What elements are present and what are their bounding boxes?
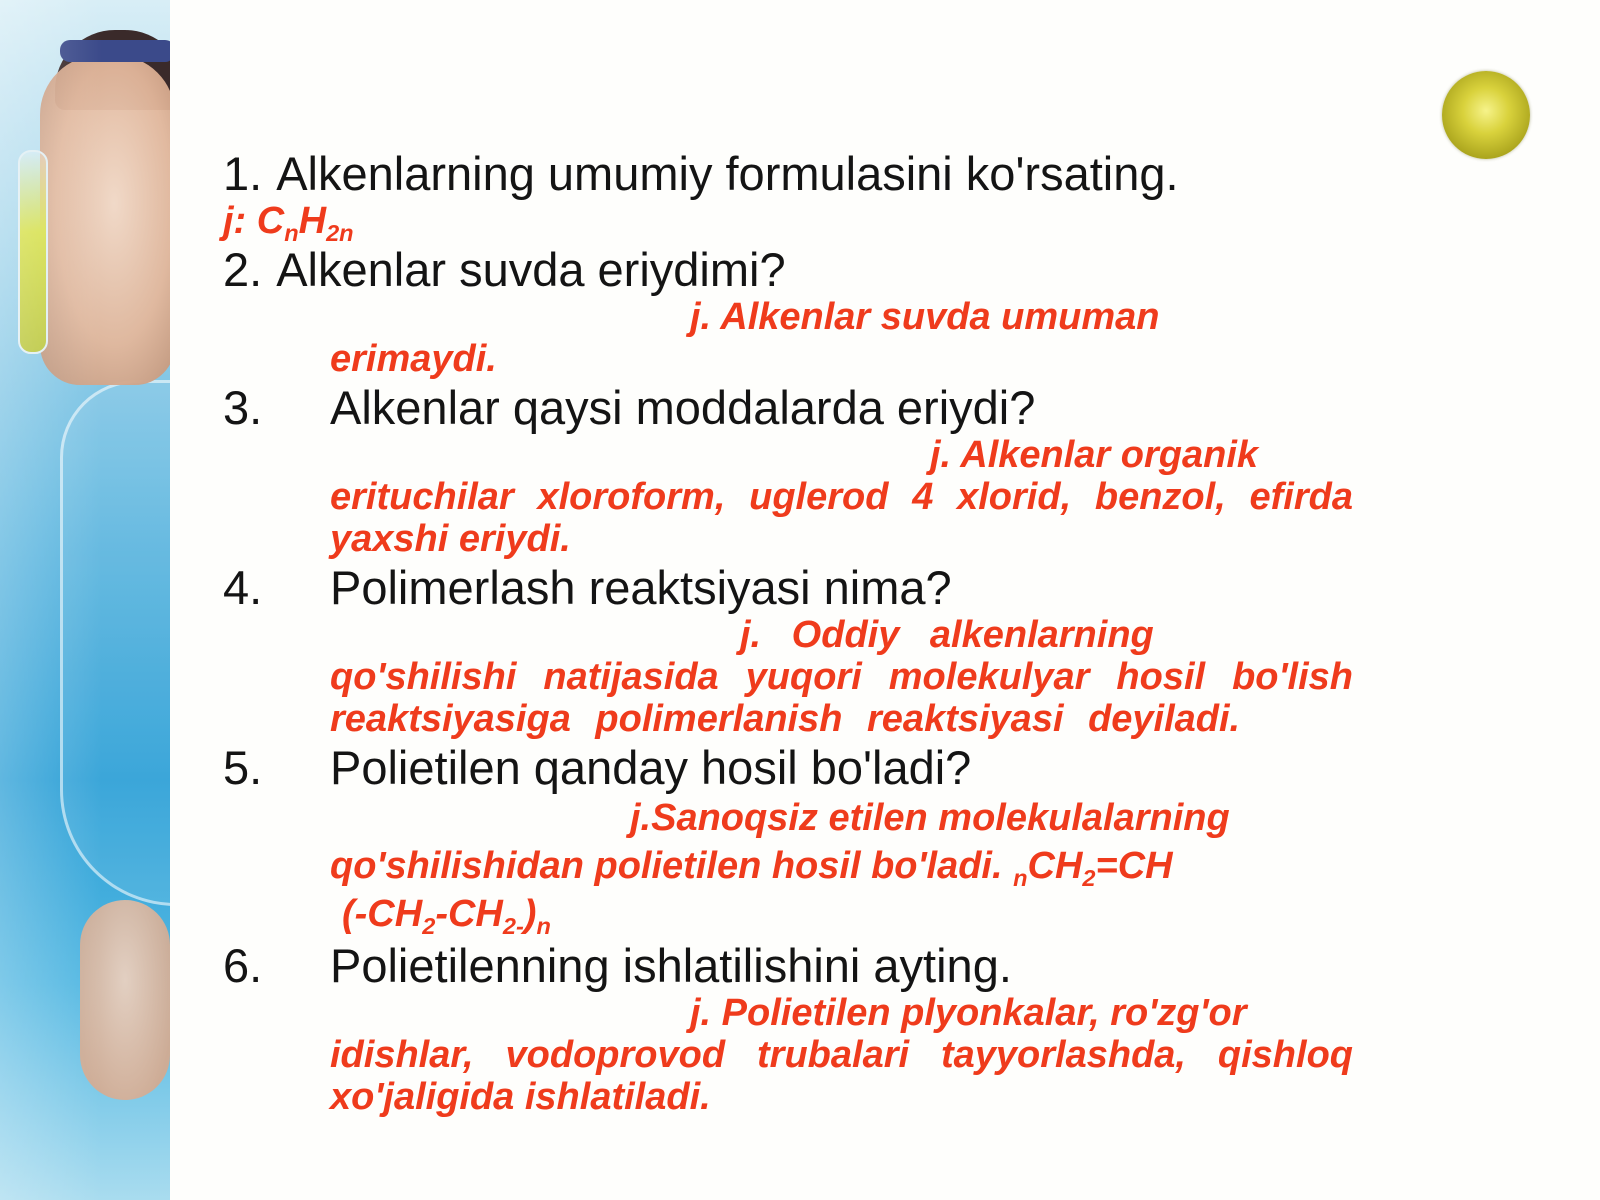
question-number: 5. <box>223 741 263 794</box>
question-6 <box>223 940 1353 992</box>
answer-text: erituchilar xloroform, uglerod 4 xlorid, benzol, efirda yaxshi eriydi. <box>330 476 1353 560</box>
answer-text: qo'shilishi natijasida yuqori molekulyar hosil bo'lish reaktsiyasiga polimerlanish reaktsiyasi deyiladi. <box>330 656 1353 740</box>
answer-6 <box>330 992 1353 1118</box>
qa-list <box>223 148 1353 1118</box>
question-1 <box>223 148 1353 200</box>
answer-lead: j. Alkenlar organik <box>930 434 1259 476</box>
equation-part: CH <box>1027 845 1083 887</box>
equation-subscript: n <box>536 913 551 940</box>
formula-subscript: n <box>284 220 299 247</box>
answer-4 <box>330 614 1353 740</box>
side-photo-panel <box>0 0 170 1200</box>
answer-text: idishlar, vodoprovod trubalari tayyorlashda, qishloq xo'jaligida ishlatiladi. <box>330 1034 1353 1118</box>
question-text: Alkenlar suvda eriydimi? <box>276 243 786 296</box>
formula-part: H <box>298 200 327 242</box>
question-number: 2. <box>223 243 263 296</box>
question-number: 1. <box>223 147 263 200</box>
answer-lead: j. Oddiy alkenlarning <box>740 614 1154 656</box>
equation-subscript: 2 <box>422 913 436 940</box>
question-text: Polimerlash reaktsiyasi nima? <box>330 561 952 614</box>
formula-part: j: C <box>223 200 285 242</box>
equation-subscript: n <box>1013 865 1028 892</box>
answer-lead: j. Polietilen plyonkalar, ro'zg'or <box>690 992 1247 1034</box>
question-number: 6. <box>223 939 263 992</box>
answer-2 <box>330 296 1353 380</box>
answer-5 <box>330 794 1353 938</box>
question-2 <box>223 244 1353 296</box>
side-panel-highlight <box>0 0 170 1200</box>
question-number: 3. <box>223 381 263 434</box>
question-text: Alkenlar qaysi moddalarda eriydi? <box>330 381 1036 434</box>
equation-part: =CH <box>1095 845 1173 887</box>
question-text: Polietilen qanday hosil bo'ladi? <box>330 741 972 794</box>
answer-lead: j. Alkenlar suvda umuman <box>690 296 1160 338</box>
answer-text: qo'shilishidan polietilen hosil bo'ladi. <box>330 845 1003 887</box>
answer-lead: j.Sanoqsiz etilen molekulalarning <box>630 797 1230 839</box>
question-number: 4. <box>223 561 263 614</box>
equation-subscript: 2 <box>1082 865 1096 892</box>
equation-part: ) <box>523 893 537 935</box>
formula-subscript: 2n <box>326 220 354 247</box>
answer-3 <box>330 434 1353 560</box>
question-text: Alkenlarning umumiy formulasini ko'rsating. <box>276 147 1179 200</box>
answer-text: erimaydi. <box>330 338 497 380</box>
question-5 <box>223 742 1353 794</box>
equation-part: (-CH <box>342 893 423 935</box>
equation-subscript: 2- <box>502 913 524 940</box>
question-4 <box>223 562 1353 614</box>
answer-1 <box>223 200 1183 247</box>
equation-part: -CH <box>435 893 503 935</box>
decorative-orb <box>1442 71 1530 159</box>
question-text: Polietilenning ishlatilishini ayting. <box>330 939 1012 992</box>
question-3 <box>223 382 1353 434</box>
